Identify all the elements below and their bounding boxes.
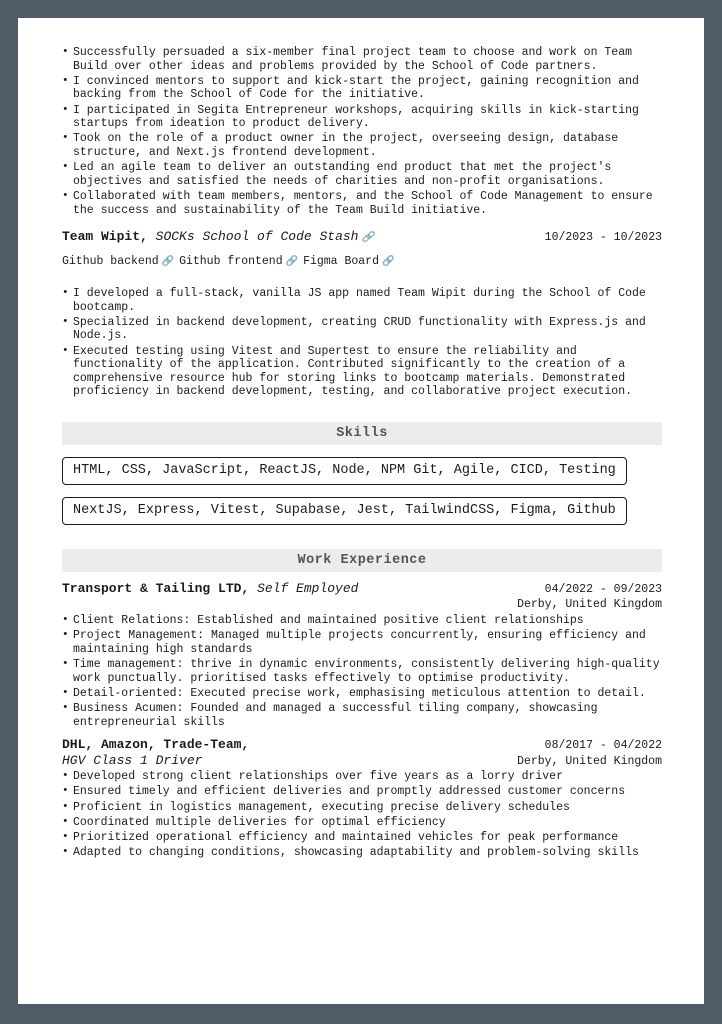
job-entry (62, 581, 662, 729)
figma-board-link[interactable]: Figma Board 🔗 (303, 255, 395, 269)
project-links (62, 255, 662, 268)
list-item: • Led an agile team to deliver an outstanding end product that met the project's objectives and satisfied the needs of charities and non-profit organisations. (62, 161, 662, 188)
list-item: • Executed testing using Vitest and Supertest to ensure the reliability and functionality of the application. Contributed significantly to the creation of a comprehensive resource hub for storing links to bootcamp materials. Demonstrated proficiency in backend development, testing, and collaborative project execution. (62, 345, 662, 399)
job-location: Derby, United Kingdom (517, 598, 662, 612)
skills-row: HTML, CSS, JavaScript, ReactJS, Node, NPM Git, Agile, CICD, Testing (62, 457, 627, 485)
job-entry (62, 737, 662, 860)
resume-content (62, 46, 662, 861)
job-title (62, 581, 358, 596)
team-wipit-header (62, 229, 662, 247)
job-company: DHL, Amazon, Trade-Team, (62, 737, 250, 753)
list-item: • Ensured timely and efficient deliveries and promptly addressed customer concerns (62, 785, 662, 799)
list-item: • Time management: thrive in dynamic environments, consistently delivering high-quality work punctually. prioritised tasks effectively to optimise productivity. (62, 658, 662, 685)
list-item: • Adapted to changing conditions, showcasing adaptability and problem-solving skills (62, 846, 662, 860)
team-wipit-bullets (62, 287, 662, 399)
list-item: • Prioritized operational efficiency and maintained vehicles for peak performance (62, 831, 662, 845)
link-chain-icon: 🔗 (161, 257, 175, 269)
skills-heading: Skills (62, 422, 662, 445)
job-header (62, 737, 662, 752)
list-item: • Coordinated multiple deliveries for optimal efficiency (62, 816, 662, 830)
skills-row-1-wrap (62, 457, 662, 485)
list-item: • Business Acumen: Founded and managed a successful tiling company, showcasing entrepreneurial skills (62, 702, 662, 729)
github-frontend-link[interactable]: Github frontend 🔗 (179, 255, 299, 269)
list-item: • Developed strong client relationships over five years as a lorry driver (62, 770, 662, 784)
list-item: • I developed a full-stack, vanilla JS app named Team Wipit during the School of Code bootcamp. (62, 287, 662, 314)
list-item: • Project Management: Managed multiple projects concurrently, ensuring efficiency and maintaining high standards (62, 629, 662, 656)
list-item: • Collaborated with team members, mentors, and the School of Code Management to ensure the success and sustainability of the Team Build initiative. (62, 190, 662, 217)
list-item: • Detail-oriented: Executed precise work, emphasising meticulous attention to detail. (62, 687, 662, 701)
job-role: Self Employed (257, 581, 359, 597)
job-dates: 04/2022 - 09/2023 (544, 583, 662, 597)
project-subtitle-link[interactable]: SOCKs School of Code Stash 🔗 (155, 229, 374, 245)
list-item: • Took on the role of a product owner in the project, overseeing design, database structure, and Next.js frontend development. (62, 132, 662, 159)
list-item: • Successfully persuaded a six-member final project team to choose and work on Team Build over other ideas and problems provided by the School of Code partners. (62, 46, 662, 73)
project-name: Team Wipit, (62, 229, 148, 245)
job-bullets (62, 770, 662, 860)
team-build-bullets (62, 46, 662, 217)
project-dates: 10/2023 - 10/2023 (544, 231, 662, 245)
job-header (62, 581, 662, 596)
job-bullets (62, 614, 662, 729)
work-experience-heading: Work Experience (62, 549, 662, 572)
skills-row-2-wrap (62, 497, 662, 525)
job-dates: 08/2017 - 04/2022 (544, 739, 662, 753)
link-chain-icon: 🔗 (381, 257, 395, 269)
job-role: HGV Class 1 Driver (62, 753, 203, 769)
job-location: Derby, United Kingdom (517, 755, 662, 769)
list-item: • I participated in Segita Entrepreneur workshops, acquiring skills in kick-starting startups from ideation to product delivery. (62, 104, 662, 131)
skills-row: NextJS, Express, Vitest, Supabase, Jest, TailwindCSS, Figma, Github (62, 497, 627, 525)
list-item: • Proficient in logistics management, executing precise delivery schedules (62, 801, 662, 815)
github-backend-link[interactable]: Github backend 🔗 (62, 255, 175, 269)
project-title (62, 229, 374, 244)
list-item: • Specialized in backend development, creating CRUD functionality with Express.js and Node.js. (62, 316, 662, 343)
link-chain-icon: 🔗 (361, 233, 374, 245)
list-item: • Client Relations: Established and maintained positive client relationships (62, 614, 662, 628)
resume-page (18, 18, 704, 1004)
list-item: • I convinced mentors to support and kick-start the project, gaining recognition and backing from the School of Code for the initiative. (62, 75, 662, 102)
job-company: Transport & Tailing LTD, (62, 581, 250, 597)
link-chain-icon: 🔗 (285, 257, 299, 269)
job-subheader (62, 753, 662, 768)
